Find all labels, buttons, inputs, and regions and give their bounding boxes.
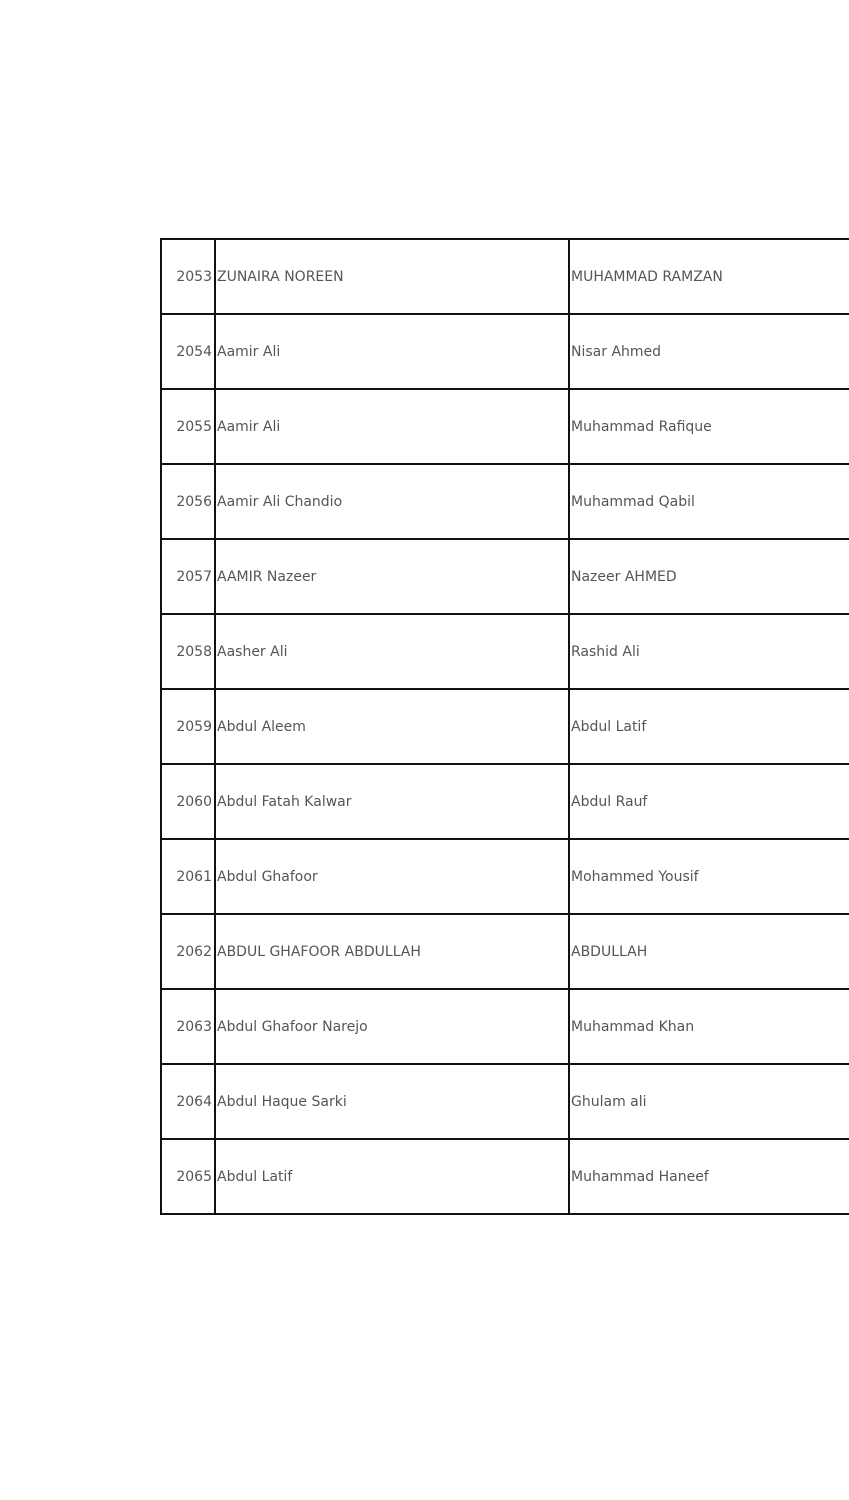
father-name-cell: Nazeer AHMED bbox=[569, 539, 849, 614]
father-name-cell: Ghulam ali bbox=[569, 1064, 849, 1139]
father-name-cell: Abdul Latif bbox=[569, 689, 849, 764]
name-cell: Abdul Haque Sarki bbox=[215, 1064, 569, 1139]
records-table-body bbox=[161, 239, 849, 1214]
serial-number-cell: 2059 bbox=[161, 689, 215, 764]
table-row bbox=[161, 839, 849, 914]
name-cell: Abdul Aleem bbox=[215, 689, 569, 764]
table-row bbox=[161, 464, 849, 539]
serial-number-cell: 2055 bbox=[161, 389, 215, 464]
table-row bbox=[161, 314, 849, 389]
table-row bbox=[161, 1064, 849, 1139]
father-name-cell: Abdul Rauf bbox=[569, 764, 849, 839]
table-row bbox=[161, 239, 849, 314]
table-row bbox=[161, 1139, 849, 1214]
father-name-cell: MUHAMMAD RAMZAN bbox=[569, 239, 849, 314]
table-row bbox=[161, 389, 849, 464]
table-row bbox=[161, 539, 849, 614]
serial-number-cell: 2054 bbox=[161, 314, 215, 389]
father-name-cell: Muhammad Qabil bbox=[569, 464, 849, 539]
name-cell: Abdul Latif bbox=[215, 1139, 569, 1214]
father-name-cell: ABDULLAH bbox=[569, 914, 849, 989]
table-row bbox=[161, 989, 849, 1064]
father-name-cell: Rashid Ali bbox=[569, 614, 849, 689]
serial-number-cell: 2062 bbox=[161, 914, 215, 989]
serial-number-cell: 2057 bbox=[161, 539, 215, 614]
father-name-cell: Nisar Ahmed bbox=[569, 314, 849, 389]
father-name-cell: Mohammed Yousif bbox=[569, 839, 849, 914]
records-table bbox=[160, 238, 849, 1215]
father-name-cell: Muhammad Haneef bbox=[569, 1139, 849, 1214]
name-cell: Aamir Ali bbox=[215, 314, 569, 389]
serial-number-cell: 2061 bbox=[161, 839, 215, 914]
father-name-cell: Muhammad Khan bbox=[569, 989, 849, 1064]
serial-number-cell: 2064 bbox=[161, 1064, 215, 1139]
name-cell: Aasher Ali bbox=[215, 614, 569, 689]
name-cell: AAMIR Nazeer bbox=[215, 539, 569, 614]
serial-number-cell: 2060 bbox=[161, 764, 215, 839]
name-cell: Abdul Fatah Kalwar bbox=[215, 764, 569, 839]
name-cell: Abdul Ghafoor Narejo bbox=[215, 989, 569, 1064]
table-row bbox=[161, 614, 849, 689]
table-row bbox=[161, 914, 849, 989]
serial-number-cell: 2063 bbox=[161, 989, 215, 1064]
serial-number-cell: 2053 bbox=[161, 239, 215, 314]
name-cell: ZUNAIRA NOREEN bbox=[215, 239, 569, 314]
serial-number-cell: 2065 bbox=[161, 1139, 215, 1214]
name-cell: Aamir Ali bbox=[215, 389, 569, 464]
father-name-cell: Muhammad Rafique bbox=[569, 389, 849, 464]
name-cell: ABDUL GHAFOOR ABDULLAH bbox=[215, 914, 569, 989]
name-cell: Abdul Ghafoor bbox=[215, 839, 569, 914]
name-cell: Aamir Ali Chandio bbox=[215, 464, 569, 539]
serial-number-cell: 2056 bbox=[161, 464, 215, 539]
table-row bbox=[161, 689, 849, 764]
serial-number-cell: 2058 bbox=[161, 614, 215, 689]
table-row bbox=[161, 764, 849, 839]
